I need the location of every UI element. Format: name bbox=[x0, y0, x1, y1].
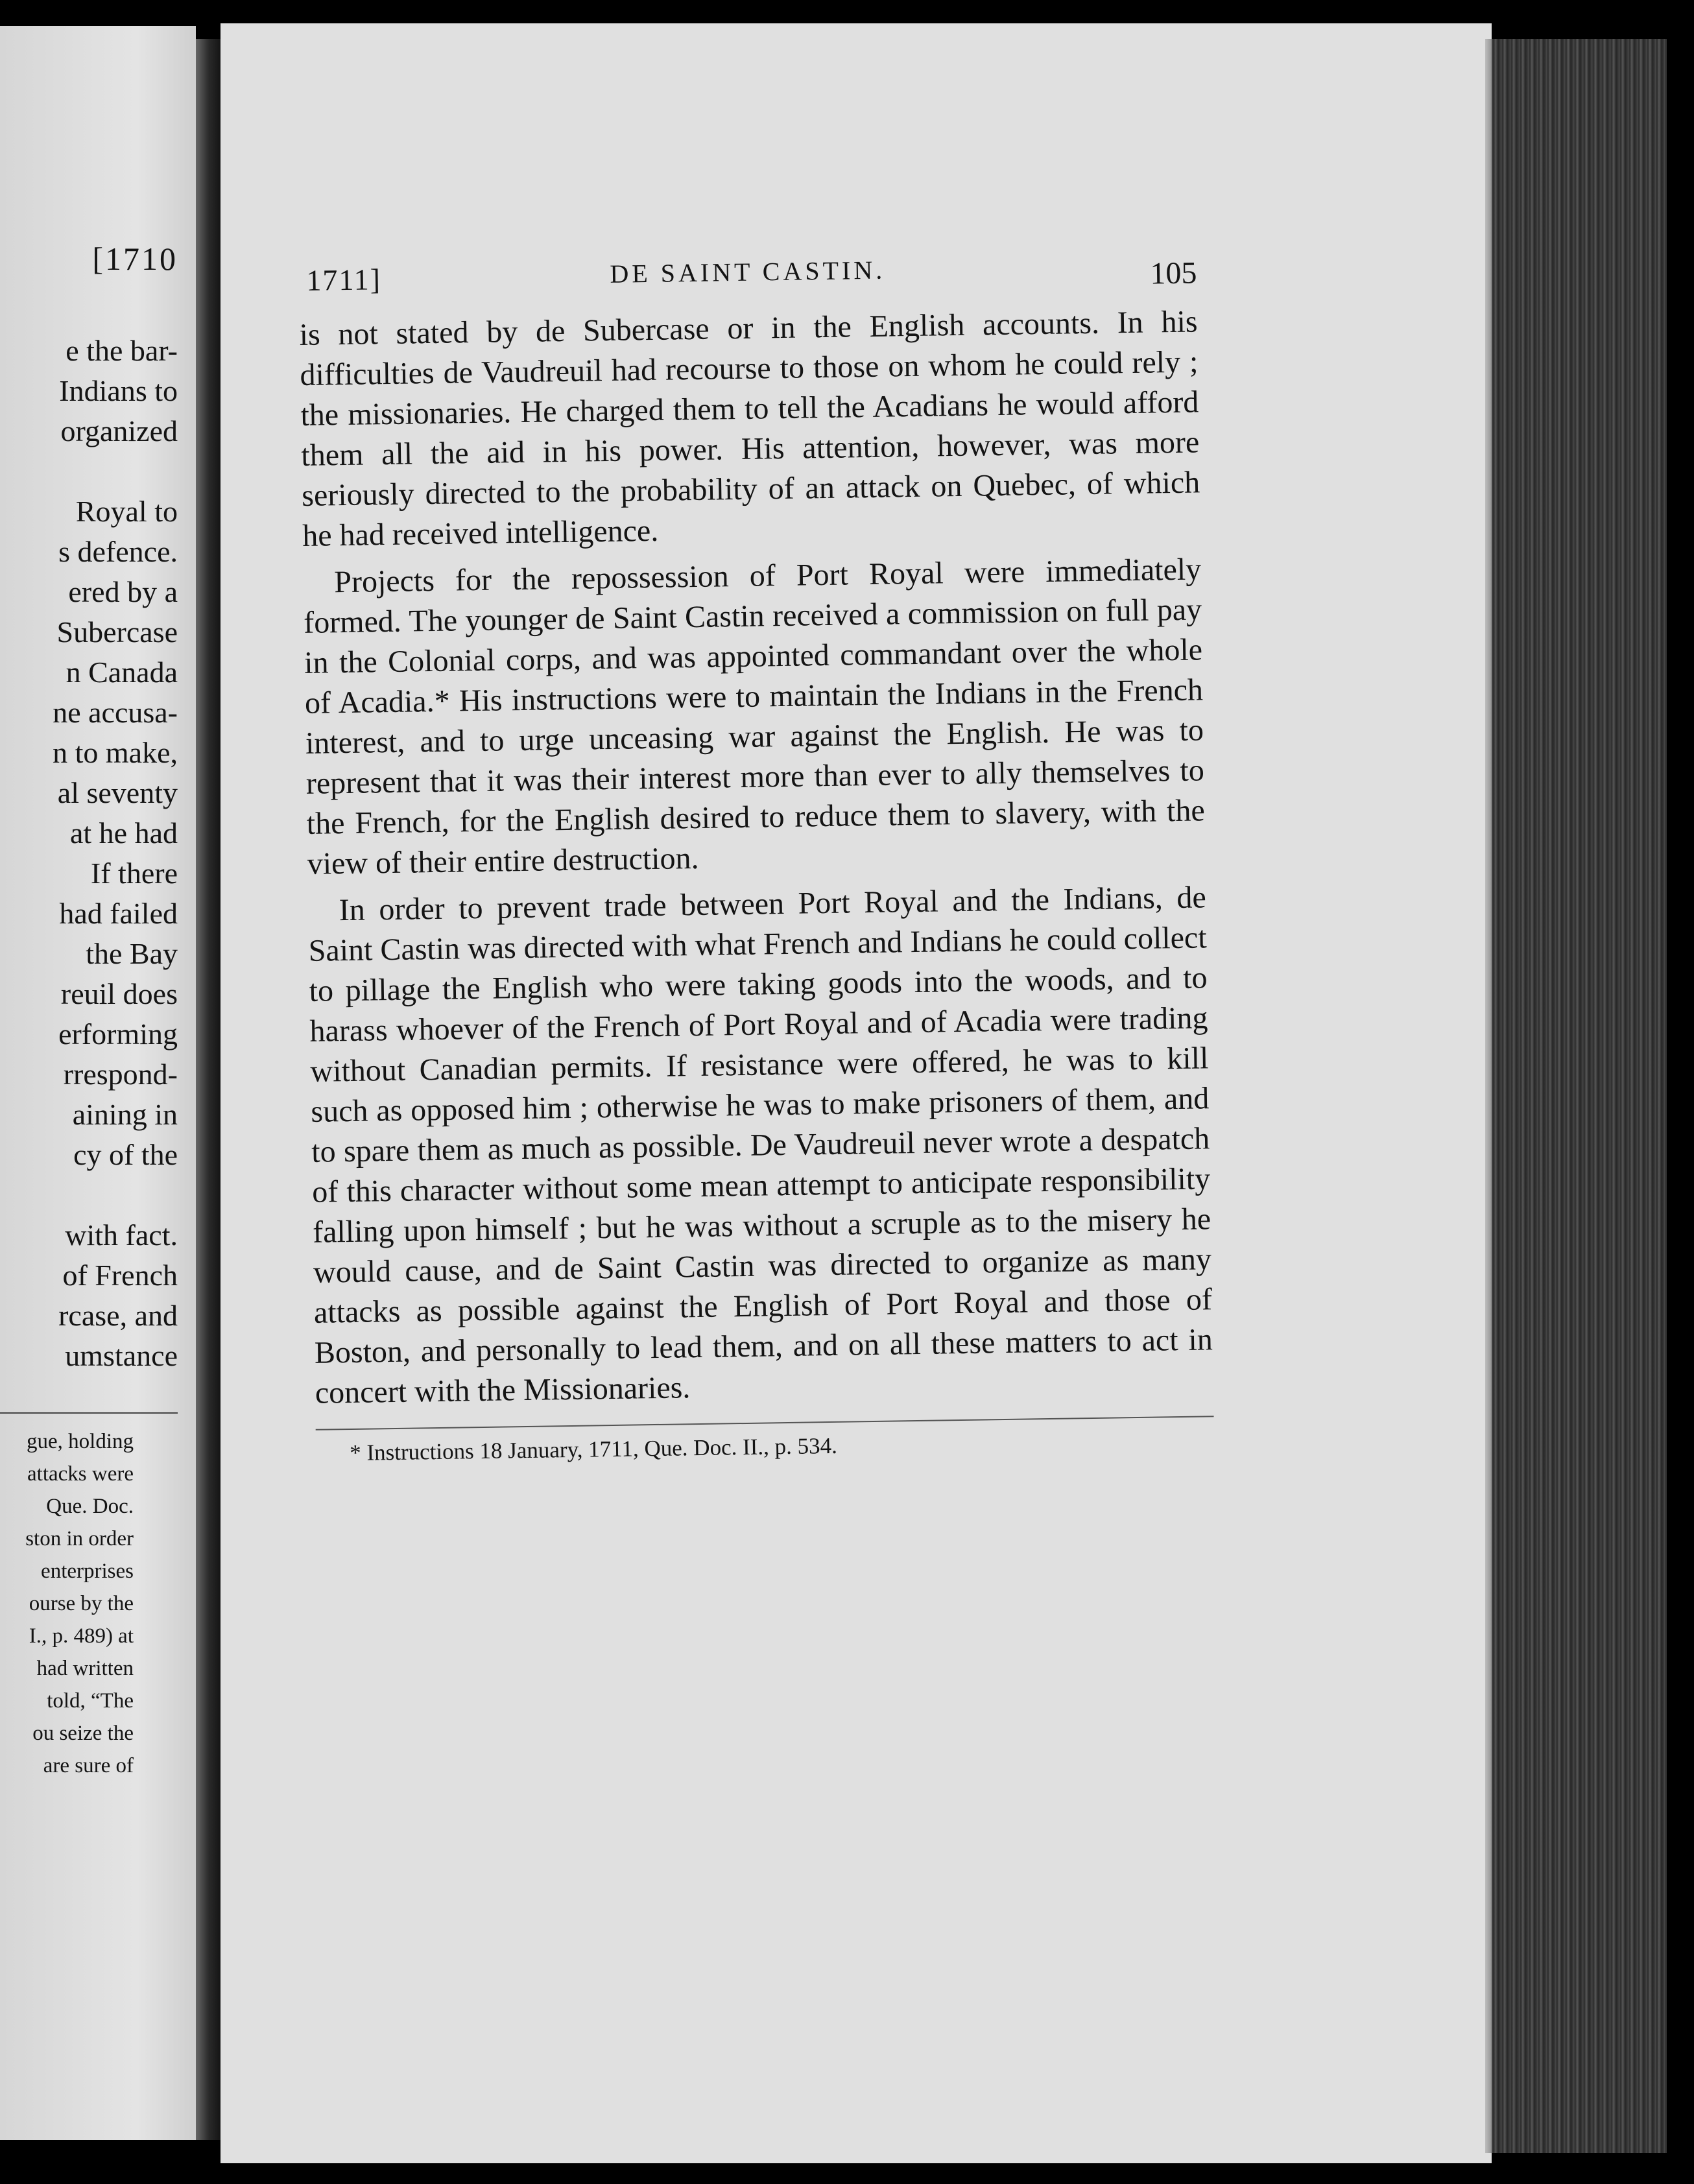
left-page-line: Royal to bbox=[75, 495, 178, 528]
left-page-line: the Bay bbox=[86, 937, 178, 970]
left-page-note-line: enterprises bbox=[41, 1560, 134, 1583]
body-paragraph: is not stated by de Subercase or in the English accounts. In his difficulties de Vaudreuil had recourse to those on whom he could rely ; the missionaries. He charged them to tell the Acadians he would afford them all the aid in his power. His attention, however, was more seriously directed to the probability of an attack on Quebec, of which he had received intelligence. bbox=[299, 304, 1200, 553]
left-page-note-line: gue, holding bbox=[27, 1430, 134, 1453]
left-page-note-line: attacks were bbox=[27, 1462, 134, 1486]
footnote: * Instructions 18 January, 1711, Que. Doc. II., p. 534. bbox=[349, 1432, 838, 1466]
left-page-line: at he had bbox=[69, 816, 178, 849]
left-page-line: had failed bbox=[59, 897, 178, 930]
body-paragraph: Projects for the repossession of Port Royal were immediately formed. The younger de Saint Castin received a commission on full pay in the Colonial corps, and was appointed commandant over the whole of Acadia.* His instructions were to maintain the Indians in the French interest, and to urge unceasing war against the English. He was to represent that it was their interest more than ever to ally themselves to the French, for the English desired to reduce them to slavery, with the view of their entire destruction. bbox=[303, 552, 1206, 881]
left-page-line: rrespond- bbox=[63, 1058, 178, 1091]
left-page-line: of French bbox=[62, 1259, 178, 1292]
left-page-header: [1710 bbox=[92, 241, 178, 277]
left-page-line: Indians to bbox=[59, 374, 178, 407]
left-page-line: n Canada bbox=[66, 656, 178, 689]
left-page-note-line: told, “The bbox=[47, 1689, 134, 1713]
left-page-line: n to make, bbox=[53, 736, 178, 769]
left-page-line: aining in bbox=[72, 1098, 178, 1131]
left-page-line: al seventy bbox=[57, 776, 178, 809]
left-page-line: ne accusa- bbox=[53, 696, 178, 729]
right-page bbox=[221, 23, 1492, 2163]
left-page-line: reuil does bbox=[60, 977, 178, 1010]
left-page-line bbox=[53, 1175, 178, 1215]
book-gutter bbox=[196, 39, 222, 2140]
left-page-note-line: ourse by the bbox=[29, 1592, 134, 1615]
page-number: 105 bbox=[1149, 255, 1197, 291]
left-page-footnote-rule bbox=[0, 1412, 178, 1414]
body-paragraph: In order to prevent trade between Port Royal and the Indians, de Saint Castin was directed with what French and Indians he could collect to pillage the English who were taking goods into the woods, and to harass whoever of the French of Port Royal and of Acadia were trading without Canadian permits. If resistance were offered, he was to kill such as opposed him ; otherwise he was to make prisoners of them, and to spare them as much as possible. De Vaudreuil never wrote a despatch of this character without some mean attempt to anticipate responsibility falling upon himself ; but he was without a scruple as to the misery he would cause, and de Saint Castin was directed to organize as many attacks as possible against the English of Port Royal and those of Boston, and personally to lead them, and on all these matters to act in concert with the Missionaries. bbox=[308, 880, 1213, 1410]
left-page-line: cy of the bbox=[73, 1138, 178, 1171]
running-header-year: 1711] bbox=[306, 263, 382, 297]
left-page-note-line: had written bbox=[36, 1657, 134, 1680]
running-header-title: DE SAINT CASTIN. bbox=[610, 255, 886, 289]
left-page-note-line: I., p. 489) at bbox=[29, 1624, 134, 1648]
left-page-note-line: are sure of bbox=[43, 1754, 134, 1777]
left-page-line: If there bbox=[90, 857, 178, 890]
left-page-footnotes bbox=[25, 1425, 134, 1782]
left-page-text bbox=[53, 331, 178, 1376]
left-page-line: Subercase bbox=[56, 615, 178, 648]
left-page-note-line: Que. Doc. bbox=[46, 1495, 134, 1518]
footnote-rule bbox=[316, 1416, 1214, 1430]
left-page bbox=[0, 26, 196, 2140]
left-page-note-line: ston in order bbox=[25, 1527, 134, 1550]
page-edges bbox=[1492, 39, 1667, 2153]
left-page-line: erforming bbox=[58, 1017, 178, 1050]
left-page-line: e the bar- bbox=[66, 334, 178, 367]
left-page-line: organized bbox=[60, 414, 178, 447]
page-content bbox=[298, 250, 1214, 1466]
left-page-line: umstance bbox=[65, 1339, 178, 1372]
left-page-line: s defence. bbox=[58, 535, 178, 568]
left-page-line: ered by a bbox=[68, 575, 178, 608]
left-page-note-line: ou seize the bbox=[32, 1722, 134, 1745]
left-page-line: with fact. bbox=[65, 1218, 178, 1252]
left-page-line bbox=[53, 451, 178, 492]
left-page-line: rcase, and bbox=[58, 1299, 178, 1332]
